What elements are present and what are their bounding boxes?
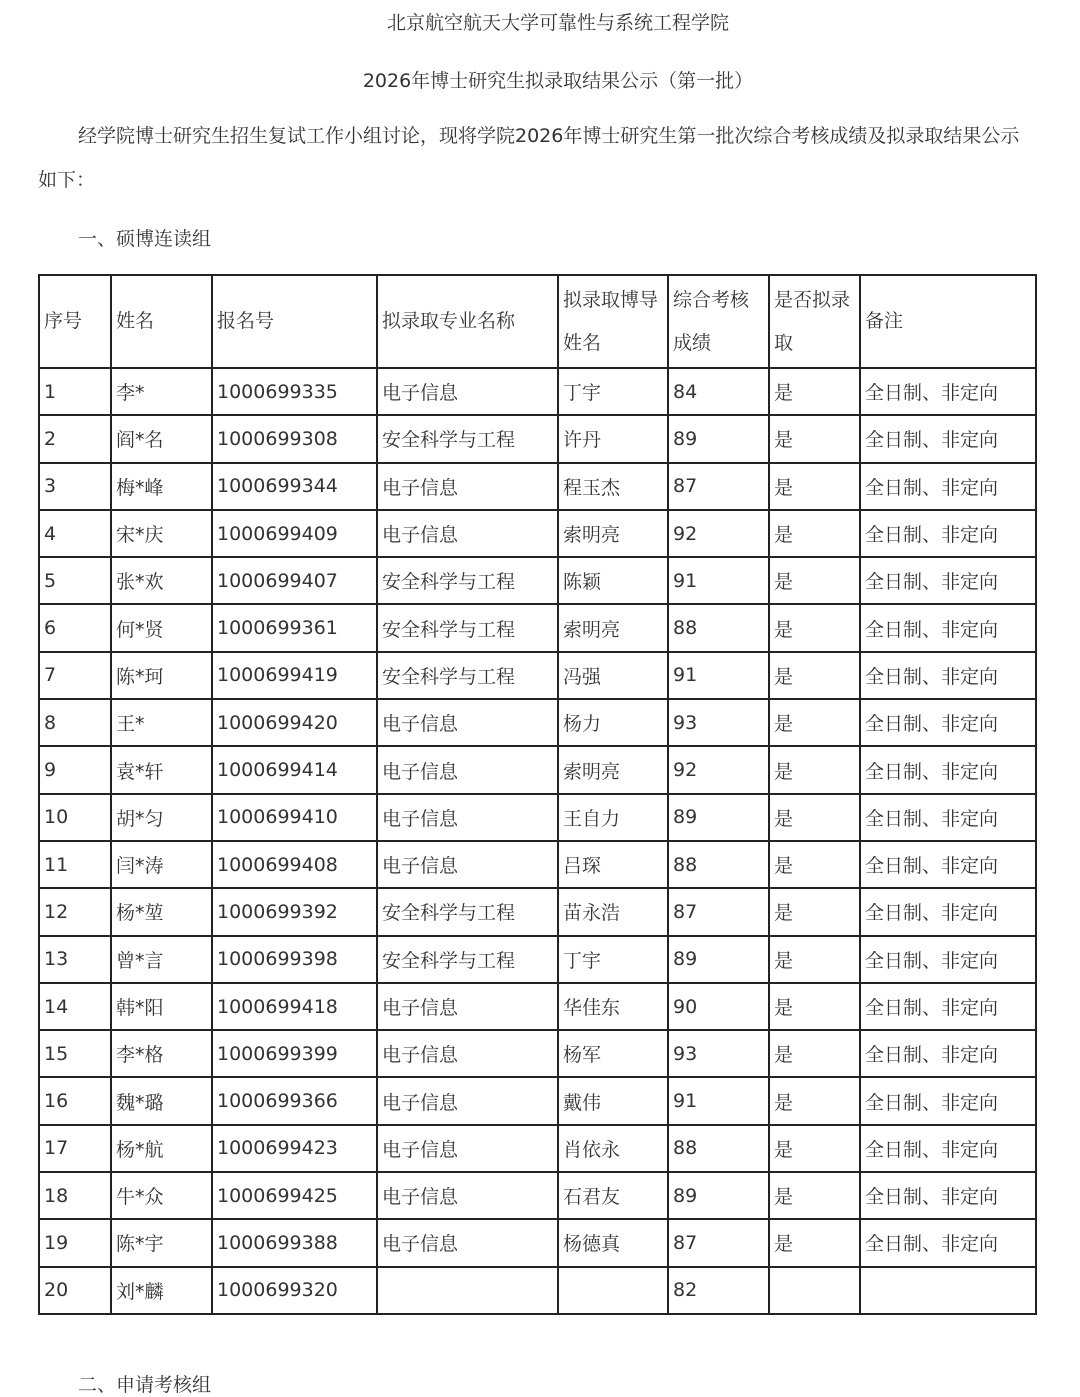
- table-cell: 5: [39, 557, 111, 604]
- table-cell: 是: [769, 604, 860, 651]
- table-cell: 吕琛: [558, 841, 668, 888]
- table-cell: 1000699344: [212, 463, 377, 510]
- table-cell: 1000699398: [212, 936, 377, 983]
- table-row: [39, 1219, 1036, 1266]
- table-cell: 苗永浩: [558, 888, 668, 935]
- table-cell: 是: [769, 699, 860, 746]
- table-cell: 韩*阳: [111, 983, 212, 1030]
- table-row: [39, 1172, 1036, 1219]
- table-cell: 89: [668, 1172, 769, 1219]
- table-cell: 4: [39, 510, 111, 557]
- column-header: 是否拟录取: [769, 275, 860, 368]
- table-cell: 石君友: [558, 1172, 668, 1219]
- table-cell: 索明亮: [558, 510, 668, 557]
- table-cell: 电子信息: [377, 841, 558, 888]
- table-cell: 是: [769, 983, 860, 1030]
- table-cell: 电子信息: [377, 699, 558, 746]
- table-cell: 91: [668, 652, 769, 699]
- table-cell: 1000699418: [212, 983, 377, 1030]
- table-cell: 是: [769, 888, 860, 935]
- table-cell: 9: [39, 746, 111, 793]
- table-cell: 电子信息: [377, 1172, 558, 1219]
- table-cell: 89: [668, 794, 769, 841]
- table-cell: 1000699335: [212, 368, 377, 415]
- column-header: 序号: [39, 275, 111, 368]
- table-cell: 全日制、非定向: [860, 1219, 1036, 1266]
- table-cell: 87: [668, 1219, 769, 1266]
- column-header: 报名号: [212, 275, 377, 368]
- table-cell: 是: [769, 415, 860, 462]
- table-cell: 全日制、非定向: [860, 557, 1036, 604]
- table-cell: 91: [668, 1077, 769, 1124]
- table-cell: 89: [668, 936, 769, 983]
- table-cell: 杨力: [558, 699, 668, 746]
- table-cell: 全日制、非定向: [860, 1172, 1036, 1219]
- table-cell: 电子信息: [377, 1030, 558, 1077]
- table-row: [39, 368, 1036, 415]
- table-cell: 是: [769, 746, 860, 793]
- column-header: 综合考核成绩: [668, 275, 769, 368]
- table-cell: 12: [39, 888, 111, 935]
- table-cell: 13: [39, 936, 111, 983]
- table-cell: 91: [668, 557, 769, 604]
- table-cell: 宋*庆: [111, 510, 212, 557]
- table-cell: 是: [769, 557, 860, 604]
- table-row: [39, 746, 1036, 793]
- table-cell: 1000699399: [212, 1030, 377, 1077]
- table-cell: 全日制、非定向: [860, 652, 1036, 699]
- table-cell: 安全科学与工程: [377, 557, 558, 604]
- table-cell: 1: [39, 368, 111, 415]
- table-cell: [860, 1267, 1036, 1314]
- table-cell: 全日制、非定向: [860, 983, 1036, 1030]
- table-cell: 全日制、非定向: [860, 888, 1036, 935]
- section-heading-1: 一、硕博连读组: [78, 228, 212, 250]
- table-cell: 袁*轩: [111, 746, 212, 793]
- table-row: [39, 1125, 1036, 1172]
- table-cell: 是: [769, 1077, 860, 1124]
- table-row: [39, 841, 1036, 888]
- table-cell: 88: [668, 604, 769, 651]
- table-cell: 安全科学与工程: [377, 604, 558, 651]
- table-cell: 89: [668, 415, 769, 462]
- table-cell: 丁宇: [558, 368, 668, 415]
- table-cell: 电子信息: [377, 983, 558, 1030]
- table-cell: 程玉杰: [558, 463, 668, 510]
- table-cell: 冯强: [558, 652, 668, 699]
- table-cell: 梅*峰: [111, 463, 212, 510]
- table-cell: 是: [769, 1172, 860, 1219]
- table-cell: 李*格: [111, 1030, 212, 1077]
- table-cell: 15: [39, 1030, 111, 1077]
- table-row: [39, 983, 1036, 1030]
- table-cell: 电子信息: [377, 463, 558, 510]
- table-cell: 戴伟: [558, 1077, 668, 1124]
- table-row: [39, 604, 1036, 651]
- table-cell: 11: [39, 841, 111, 888]
- table-row: [39, 936, 1036, 983]
- table-cell: 1000699419: [212, 652, 377, 699]
- table-cell: 1000699366: [212, 1077, 377, 1124]
- table-cell: 何*贤: [111, 604, 212, 651]
- table-row: [39, 794, 1036, 841]
- table-cell: 许丹: [558, 415, 668, 462]
- table-cell: 索明亮: [558, 746, 668, 793]
- table-cell: 肖依永: [558, 1125, 668, 1172]
- table-cell: 93: [668, 1030, 769, 1077]
- table-cell: 1000699410: [212, 794, 377, 841]
- table-cell: 87: [668, 463, 769, 510]
- table-cell: 是: [769, 652, 860, 699]
- table-cell: 1000699425: [212, 1172, 377, 1219]
- table-row: [39, 1077, 1036, 1124]
- table-cell: 2: [39, 415, 111, 462]
- table-cell: 全日制、非定向: [860, 841, 1036, 888]
- table-cell: 全日制、非定向: [860, 604, 1036, 651]
- table-cell: 曾*言: [111, 936, 212, 983]
- table-cell: 88: [668, 1125, 769, 1172]
- table-cell: 是: [769, 510, 860, 557]
- table-cell: 全日制、非定向: [860, 368, 1036, 415]
- table-cell: 17: [39, 1125, 111, 1172]
- table-cell: [377, 1267, 558, 1314]
- table-row: [39, 888, 1036, 935]
- column-header: 拟录取博导姓名: [558, 275, 668, 368]
- table-cell: 3: [39, 463, 111, 510]
- table-cell: 92: [668, 746, 769, 793]
- table-cell: 安全科学与工程: [377, 888, 558, 935]
- table-cell: 魏*璐: [111, 1077, 212, 1124]
- table-cell: 丁宇: [558, 936, 668, 983]
- table-cell: 全日制、非定向: [860, 794, 1036, 841]
- table-cell: 是: [769, 1125, 860, 1172]
- table-cell: 是: [769, 463, 860, 510]
- table-cell: 88: [668, 841, 769, 888]
- admission-table: [38, 274, 1037, 1315]
- table-cell: 84: [668, 368, 769, 415]
- table-cell: 1000699308: [212, 415, 377, 462]
- table-cell: 6: [39, 604, 111, 651]
- table-cell: 全日制、非定向: [860, 1077, 1036, 1124]
- table-cell: 全日制、非定向: [860, 746, 1036, 793]
- table-cell: 1000699392: [212, 888, 377, 935]
- table-cell: 7: [39, 652, 111, 699]
- table-cell: 华佳东: [558, 983, 668, 1030]
- table-row: [39, 415, 1036, 462]
- table-cell: 阎*名: [111, 415, 212, 462]
- table-cell: 是: [769, 841, 860, 888]
- table-cell: 1000699423: [212, 1125, 377, 1172]
- table-cell: 电子信息: [377, 794, 558, 841]
- table-cell: 18: [39, 1172, 111, 1219]
- table-header-row: [39, 275, 1036, 368]
- table-cell: [769, 1267, 860, 1314]
- table-cell: 全日制、非定向: [860, 1030, 1036, 1077]
- table-cell: 1000699361: [212, 604, 377, 651]
- table-row: [39, 699, 1036, 746]
- table-row: [39, 557, 1036, 604]
- table-cell: 牛*众: [111, 1172, 212, 1219]
- table-cell: 索明亮: [558, 604, 668, 651]
- table-cell: 张*欢: [111, 557, 212, 604]
- table-cell: 电子信息: [377, 1219, 558, 1266]
- table-cell: 16: [39, 1077, 111, 1124]
- table-cell: 1000699388: [212, 1219, 377, 1266]
- table-cell: 20: [39, 1267, 111, 1314]
- table-cell: [558, 1267, 668, 1314]
- table-cell: 是: [769, 794, 860, 841]
- table-cell: 90: [668, 983, 769, 1030]
- table-cell: 杨德真: [558, 1219, 668, 1266]
- table-cell: 87: [668, 888, 769, 935]
- table-cell: 8: [39, 699, 111, 746]
- table-cell: 闫*涛: [111, 841, 212, 888]
- page-subtitle: 2026年博士研究生拟录取结果公示（第一批）: [362, 70, 754, 92]
- table-cell: 安全科学与工程: [377, 936, 558, 983]
- table-cell: 1000699420: [212, 699, 377, 746]
- table-cell: 电子信息: [377, 1125, 558, 1172]
- table-cell: 杨军: [558, 1030, 668, 1077]
- table-cell: 19: [39, 1219, 111, 1266]
- table-cell: 王自力: [558, 794, 668, 841]
- column-header: 拟录取专业名称: [377, 275, 558, 368]
- table-cell: 陈*宇: [111, 1219, 212, 1266]
- table-cell: 82: [668, 1267, 769, 1314]
- table-cell: 是: [769, 936, 860, 983]
- table-cell: 是: [769, 1030, 860, 1077]
- table-cell: 全日制、非定向: [860, 463, 1036, 510]
- table-cell: 安全科学与工程: [377, 415, 558, 462]
- table-cell: 电子信息: [377, 746, 558, 793]
- table-cell: 10: [39, 794, 111, 841]
- table-cell: 1000699408: [212, 841, 377, 888]
- table-cell: 全日制、非定向: [860, 1125, 1036, 1172]
- table-cell: 全日制、非定向: [860, 699, 1036, 746]
- table-cell: 电子信息: [377, 1077, 558, 1124]
- section-heading-2: 二、申请考核组: [78, 1374, 212, 1396]
- table-cell: 全日制、非定向: [860, 510, 1036, 557]
- column-header: 备注: [860, 275, 1036, 368]
- table-cell: 刘*麟: [111, 1267, 212, 1314]
- table-cell: 1000699320: [212, 1267, 377, 1314]
- table-cell: 是: [769, 1219, 860, 1266]
- table-cell: 安全科学与工程: [377, 652, 558, 699]
- table-cell: 电子信息: [377, 510, 558, 557]
- table-cell: 1000699407: [212, 557, 377, 604]
- table-cell: 92: [668, 510, 769, 557]
- table-cell: 全日制、非定向: [860, 415, 1036, 462]
- table-row: [39, 1030, 1036, 1077]
- table-cell: 14: [39, 983, 111, 1030]
- table-cell: 1000699414: [212, 746, 377, 793]
- table-cell: 杨*堃: [111, 888, 212, 935]
- table-cell: 全日制、非定向: [860, 936, 1036, 983]
- table-cell: 杨*航: [111, 1125, 212, 1172]
- table-cell: 李*: [111, 368, 212, 415]
- table-cell: 电子信息: [377, 368, 558, 415]
- table-cell: 胡*匀: [111, 794, 212, 841]
- table-row: [39, 510, 1036, 557]
- table-cell: 王*: [111, 699, 212, 746]
- table-row: [39, 463, 1036, 510]
- table-row: [39, 1267, 1036, 1314]
- table-cell: 是: [769, 368, 860, 415]
- page-title: 北京航空航天大学可靠性与系统工程学院: [386, 12, 729, 34]
- table-row: [39, 652, 1036, 699]
- table-cell: 93: [668, 699, 769, 746]
- table-cell: 1000699409: [212, 510, 377, 557]
- column-header: 姓名: [111, 275, 212, 368]
- table-cell: 陈*珂: [111, 652, 212, 699]
- table-cell: 陈颖: [558, 557, 668, 604]
- intro-paragraph: 经学院博士研究生招生复试工作小组讨论，现将学院2026年博士研究生第一批次综合考核成绩及拟录取结果公示如下：: [38, 125, 1020, 191]
